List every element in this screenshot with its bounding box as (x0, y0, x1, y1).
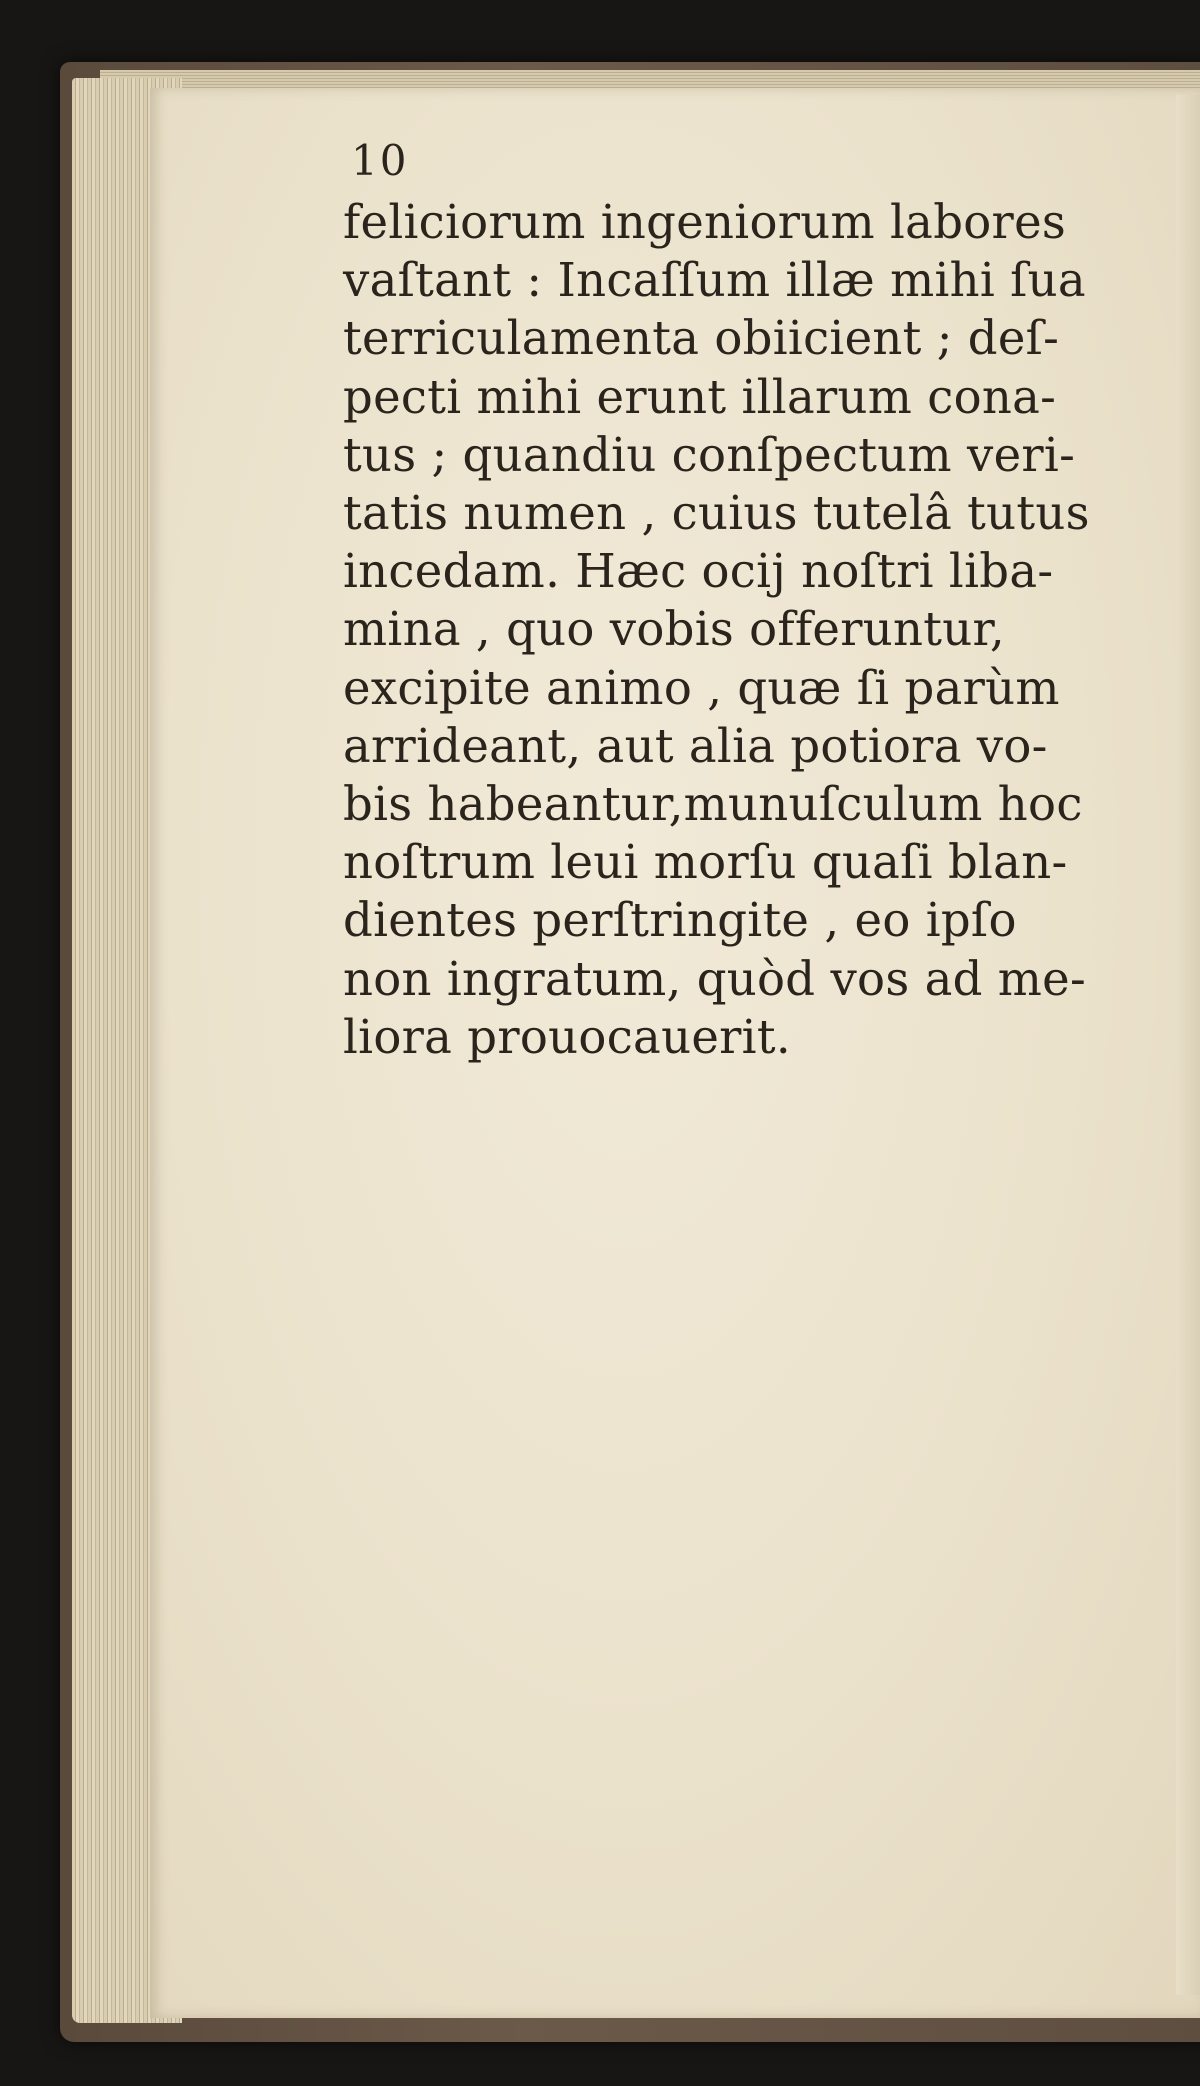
text-line: dientes perſtringite , eo ipſo (343, 893, 1017, 948)
text-line: incedam. Hæc ocij noſtri liba- (343, 544, 1054, 599)
page-edges-top (100, 70, 1200, 90)
text-line: tatis numen , cuius tutelâ tutus (343, 486, 1090, 541)
text-line: non ingratum, quòd vos ad me- (343, 951, 1086, 1006)
page-text (343, 135, 1113, 1066)
text-line: tus ; quandiu conſpectum veri- (343, 427, 1076, 482)
text-line: mina , quo vobis offeruntur, (343, 602, 1006, 657)
text-line: arrideant, aut alia potiora vo- (343, 718, 1048, 773)
text-line: noſtrum leui morſu quaſi blan- (343, 835, 1068, 890)
text-line: vaſtant : Incaſſum illæ mihi ſua (343, 253, 1086, 308)
text-line: pecti mihi erunt illarum cona- (343, 369, 1057, 424)
page-number: 10 (351, 136, 409, 185)
text-line: terriculamenta obiicient ; deſ- (343, 311, 1060, 366)
text-line: liora prouocauerit. (343, 1009, 791, 1064)
text-line: feliciorum ingeniorum labores (343, 195, 1067, 249)
text-line: bis habeantur,munuſculum hoc (343, 777, 1083, 832)
facing-page-edge (1176, 95, 1200, 1995)
text-line: excipite animo , quæ ſi parùm (343, 660, 1060, 715)
